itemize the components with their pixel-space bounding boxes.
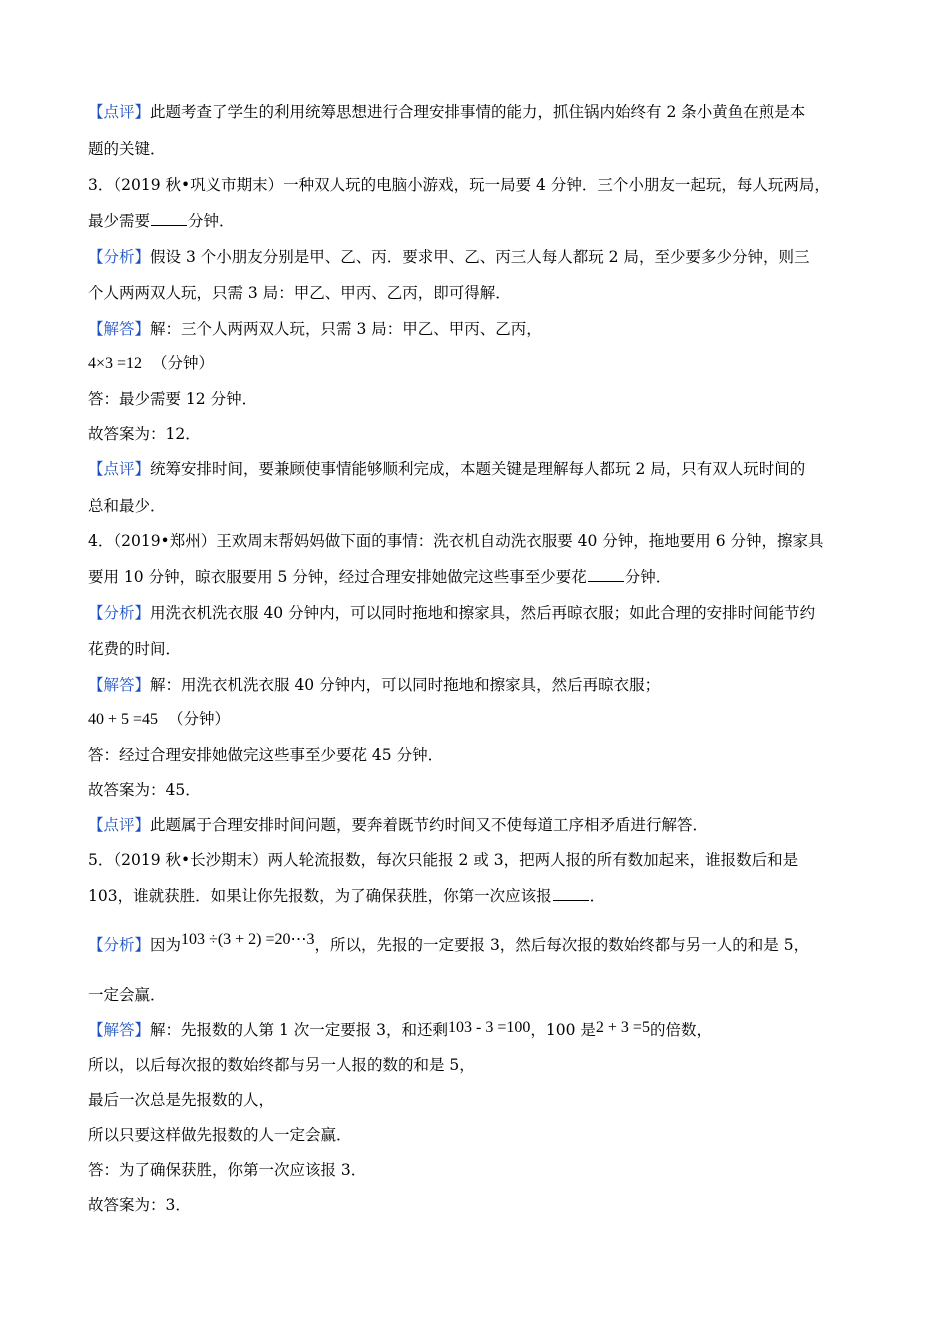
analysis-line: 【分析】用洗衣机洗衣服 40 分钟内，可以同时拖地和擦家具，然后再晾衣服；如此合理的安排时间能节约 [88,604,816,622]
comment-line: 【点评】统筹安排时间，要兼顾使事情能够顺利完成，本题关键是理解每人都玩 2 局，只有双人玩时间的 [88,460,806,478]
comment-tag: 【点评】 [88,103,151,121]
answer-blank [588,567,624,582]
text-line: 所以，以后每次报的数始终都与另一人报的数的和是 5， [88,1056,475,1074]
solution-line: 【解答】解：用洗衣机洗衣服 40 分钟内，可以同时拖地和擦家具，然后再晾衣服； [88,676,661,694]
final-answer-line: 故答案为：12． [88,425,201,443]
solution-tag: 【解答】 [88,676,151,694]
comment-line: 【点评】此题属于合理安排时间问题，要奔着既节约时间又不使每道工序相矛盾进行解答． [88,816,709,834]
solution-tag: 【解答】 [88,320,151,338]
final-answer-line: 故答案为：3． [88,1196,191,1214]
text-line: 题的关键． [88,140,166,158]
comment-tag: 【点评】 [88,460,151,478]
answer-line: 答：经过合理安排她做完这些事至少要花 45 分钟． [88,746,444,764]
answer-line: 答：最少需要 12 分钟． [88,390,258,408]
question-5-blank-line: 103，谁就获胜．如果让你先报数，为了确保获胜，你第一次应该报 ． [88,887,606,905]
formula: 103 ÷(3 + 2) =20⋯3 [181,931,315,948]
question-4: 4．（2019•郑州）王欢周末帮妈妈做下面的事情：洗衣机自动洗衣服要 40 分钟，拖地要用 6 分钟，擦家具 [88,532,824,550]
question-3-blank-line: 最少需要 分钟． [88,212,235,230]
formula: 2 + 3 =5 [595,1019,650,1036]
solution-line: 【解答】解：三个人两两双人玩，只需 3 局：甲乙、甲丙、乙丙， [88,320,542,338]
analysis-tag: 【分析】 [88,936,151,954]
analysis-line: 【分析】假设 3 个小朋友分别是甲、乙、丙．要求甲、乙、丙三人每人都玩 2 局，至少要多少分钟，则三 [88,248,810,266]
question-4-blank-line: 要用 10 分钟，晾衣服要用 5 分钟，经过合理安排她做完这些事至少要花 分钟． [88,568,672,586]
comment-line: 【点评】此题考查了学生的利用统筹思想进行合理安排事情的能力，抓住锅内始终有 2 条小黄鱼在煎是本 [88,103,806,121]
text-line: 最后一次总是先报数的人， [88,1091,275,1109]
answer-blank [553,886,589,901]
text-line: 花费的时间． [88,640,182,658]
formula: 4×3 =12 [88,355,143,372]
final-answer-line: 故答案为：45． [88,781,201,799]
answer-line: 答：为了确保获胜，你第一次应该报 3． [88,1161,367,1179]
analysis-line: 【分析】因为103 ÷(3 + 2) =20⋯3，所以，先报的一定要报 3，然后每次报的数始终都与另一人的和是 5， [88,931,810,954]
formula-line: 40 + 5 =45 （分钟） [88,710,231,728]
comment-tag: 【点评】 [88,816,151,834]
analysis-tag: 【分析】 [88,604,151,622]
text-line: 总和最少． [88,497,166,515]
text-line: 所以只要这样做先报数的人一定会赢． [88,1126,352,1144]
question-5: 5．（2019 秋•长沙期末）两人轮流报数，每次只能报 2 或 3，把两人报的所有数加起来，谁报数后和是 [88,851,799,869]
solution-line: 【解答】解：先报数的人第 1 次一定要报 3，和还剩103 - 3 =100，100 是2 + 3 =5的倍数， [88,1019,712,1039]
answer-blank [151,211,187,226]
question-3: 3．（2019 秋•巩义市期末）一种双人玩的电脑小游戏，玩一局要 4 分钟．三个小朋友一起玩，每人玩两局， [88,176,830,194]
solution-tag: 【解答】 [88,1021,151,1039]
formula-line: 4×3 =12 （分钟） [88,354,215,372]
formula: 40 + 5 =45 [88,711,159,728]
text-line: 一定会赢． [88,986,166,1004]
analysis-tag: 【分析】 [88,248,151,266]
formula: 103 - 3 =100 [448,1019,531,1036]
text-line: 个人两两双人玩，只需 3 局：甲乙、甲丙、乙丙，即可得解． [88,284,511,302]
